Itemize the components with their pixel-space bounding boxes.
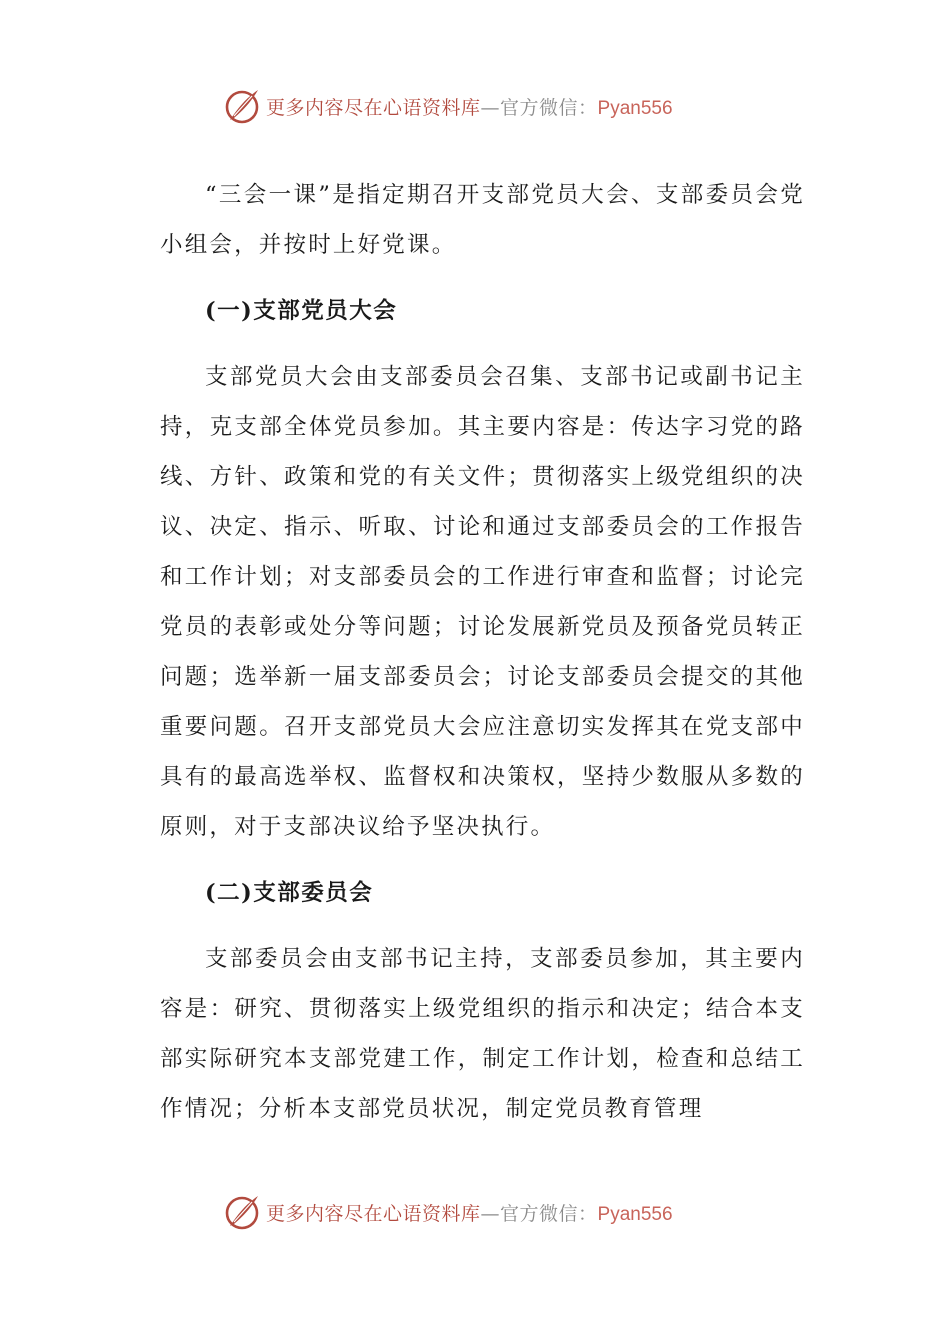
quill-pen-icon — [222, 86, 262, 126]
watermark-banner-top — [222, 86, 742, 126]
section1-paragraph: 支部党员大会由支部委员会召集、支部书记或副书记主持，克支部全体党员参加。其主要内容是：传达字习党的路线、方针、政策和党的有关文件；贯彻落实上级党组织的决议、决定、指示、听取、讨论和通过支部委员会的工作报告和工作计划；对支部委员会的工作进行审查和监督；讨论完党员的表彰或处分等问题；讨论发展新党员及预备党员转正问题；选举新一届支部委员会；讨论支部委员会提交的其他重要问题。召开支部党员大会应注意切实发挥其在党支部中具有的最高选举权、监督权和决策权，坚持少数服从多数的原则，对于支部决议给予坚决执行。 — [160, 364, 805, 840]
quill-pen-icon — [222, 1192, 262, 1232]
watermark-text: 更多内容尽在心语资料库—官方微信：Pyan556 — [266, 96, 673, 119]
section2-heading: (二)支部委员会 — [205, 880, 374, 906]
document-body — [160, 170, 805, 1134]
watermark-text: 更多内容尽在心语资料库—官方微信：Pyan556 — [266, 1202, 673, 1225]
watermark-banner-bottom — [222, 1192, 742, 1232]
section2-paragraph: 支部委员会由支部书记主持，支部委员参加，其主要内容是：研究、贯彻落实上级党组织的指示和决定；结合本支部实际研究本支部党建工作，制定工作计划，检查和总结工作情况；分析本支部党员状况，制定党员教育管理 — [160, 946, 805, 1122]
section1-heading: (一)支部党员大会 — [205, 298, 398, 324]
intro-paragraph: “三会一课”是指定期召开支部党员大会、支部委员会党小组会，并按时上好党课。 — [160, 182, 805, 258]
